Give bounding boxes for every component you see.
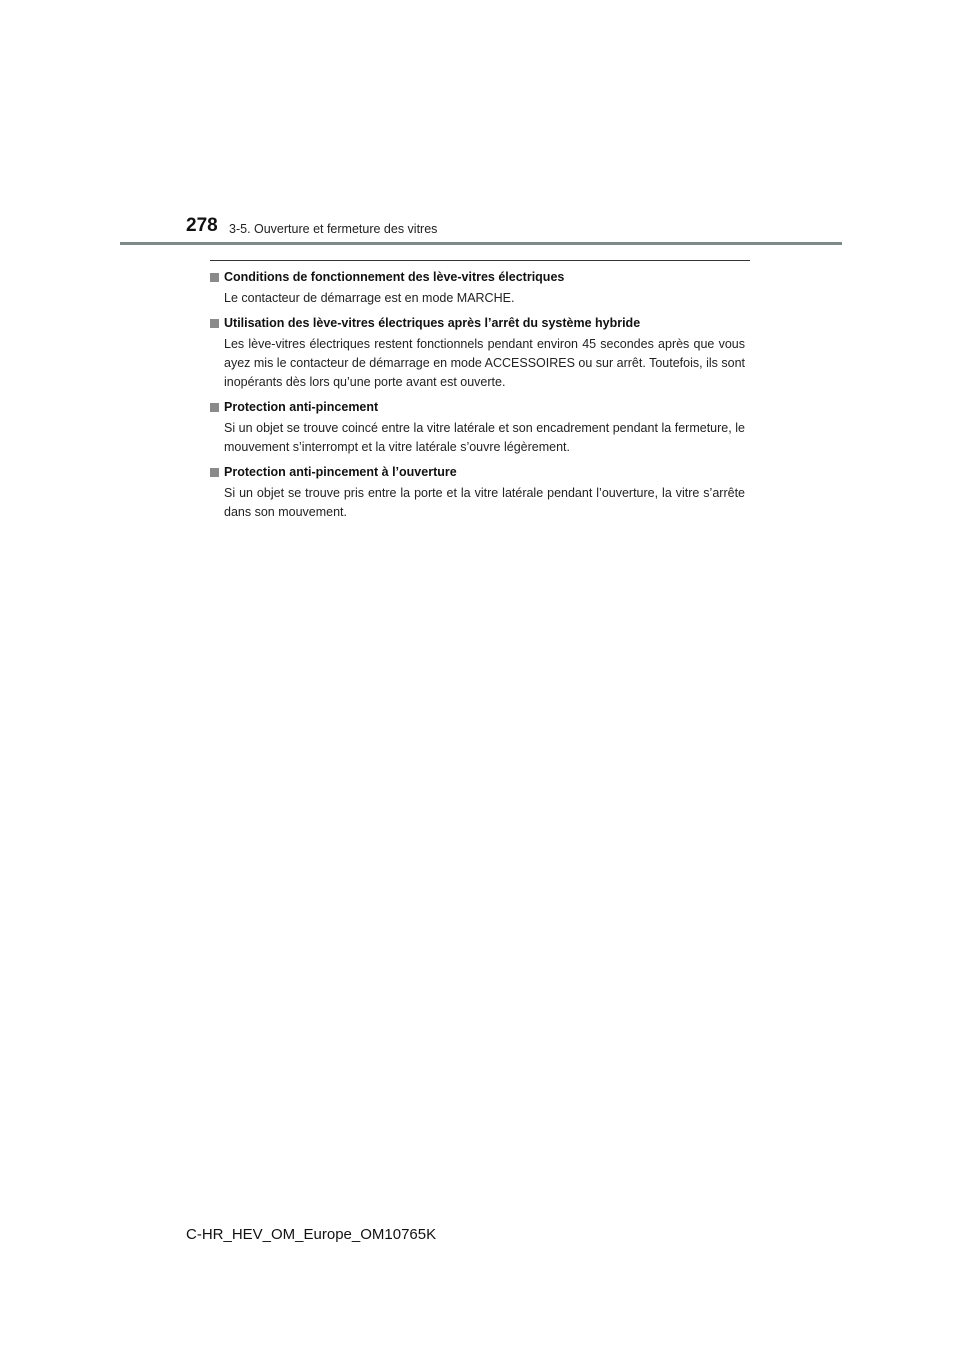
square-bullet-icon bbox=[210, 319, 219, 328]
list-item bbox=[210, 314, 745, 392]
item-heading-text: Utilisation des lève-vitres électriques après l’arrêt du système hybride bbox=[224, 316, 641, 330]
document-id: C-HR_HEV_OM_Europe_OM10765K bbox=[186, 1226, 437, 1243]
page-number: 278 bbox=[186, 215, 218, 236]
item-body: Le contacteur de démarrage est en mode MARCHE. bbox=[224, 291, 515, 305]
square-bullet-icon bbox=[210, 403, 219, 412]
item-body: Si un objet se trouve coincé entre la vitre latérale et son encadrement pendant la fermeture, le mouvement s’interrompt et la vitre latérale s’ouvre légèrement. bbox=[224, 421, 745, 454]
item-heading bbox=[210, 463, 745, 482]
square-bullet-icon bbox=[210, 273, 219, 282]
item-heading bbox=[210, 268, 745, 287]
item-body: Les lève-vitres électriques restent fonctionnels pendant environ 45 secondes après que vous ayez mis le contacteur de démarrage en mode ACCESSOIRES ou sur arrêt. Toutefois, ils sont inopérants dès lors qu’une porte avant est ouverte. bbox=[224, 337, 745, 389]
item-heading-text: Protection anti-pincement bbox=[224, 400, 379, 414]
content-body bbox=[210, 268, 745, 528]
list-item bbox=[210, 463, 745, 522]
list-item bbox=[210, 268, 745, 308]
item-heading-text: Protection anti-pincement à l’ouverture bbox=[224, 465, 457, 479]
square-bullet-icon bbox=[210, 468, 219, 477]
item-heading bbox=[210, 398, 745, 417]
section-title: 3-5. Ouverture et fermeture des vitres bbox=[229, 222, 438, 236]
header-rule bbox=[120, 242, 842, 245]
content-divider bbox=[210, 260, 750, 261]
item-heading bbox=[210, 314, 745, 333]
item-heading-text: Conditions de fonctionnement des lève-vitres électriques bbox=[224, 270, 565, 284]
item-body: Si un objet se trouve pris entre la porte et la vitre latérale pendant l’ouverture, la vitre s’arrête dans son mouvement. bbox=[224, 486, 745, 519]
list-item bbox=[210, 398, 745, 457]
